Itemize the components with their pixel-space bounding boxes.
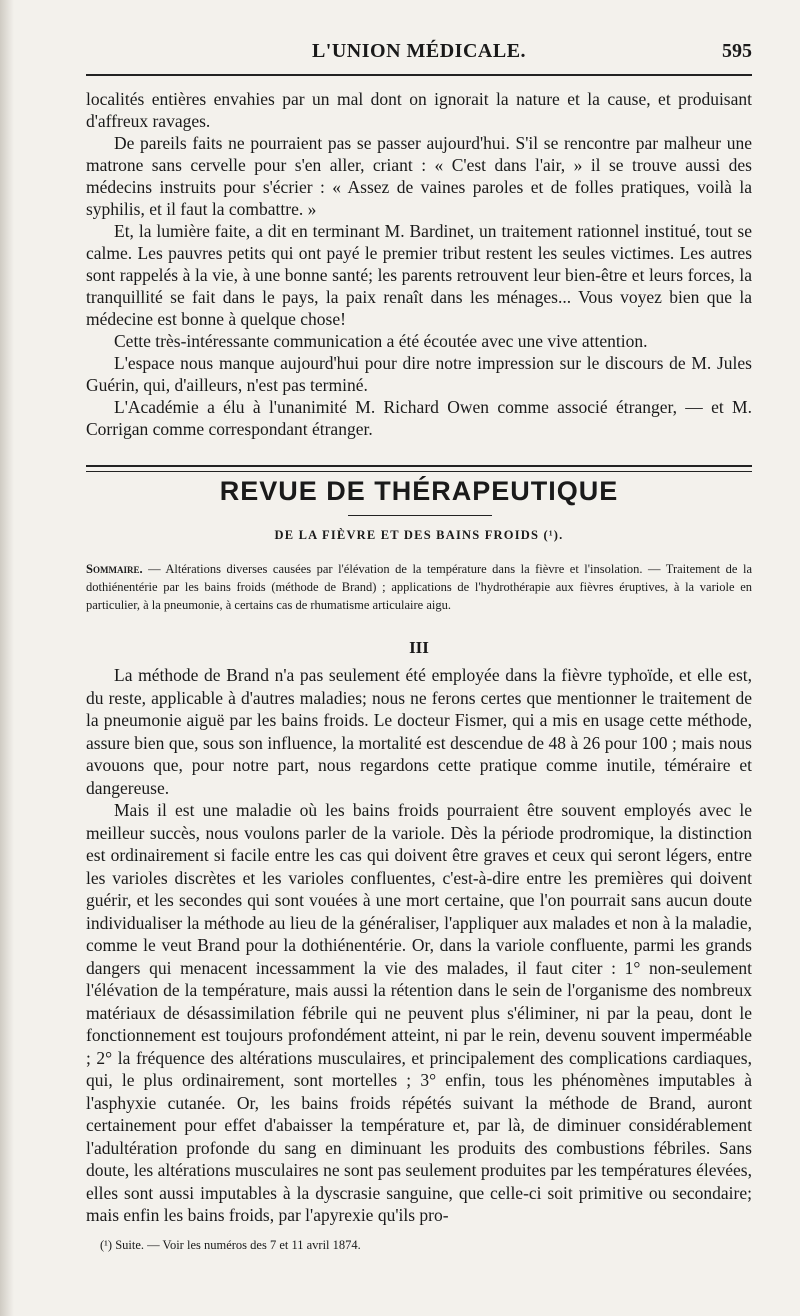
page-number: 595 bbox=[722, 40, 752, 62]
footnote-mark: (¹) bbox=[100, 1238, 113, 1252]
footnote bbox=[100, 1238, 740, 1253]
paragraph: Et, la lumière faite, a dit en terminant M. Bardinet, un traitement rationnel institué, tout se calme. Les pauvres petits qui ont payé le premier tribut restent les seules victimes. Les autres sont rappelés à la vie, à une bonne santé; les parents retrouvent leur bien-être et leurs forces, la tranquillité se fait dans le pays, la paix renaît dans les ménages... Vous voyez bien que la médecine est bonne à quelque chose! bbox=[86, 221, 752, 329]
paragraph: De pareils faits ne pourraient pas se passer aujourd'hui. S'il se rencontre par malheur une matrone sans cervelle pour s'en aller, criant : « C'est dans l'air, » il se trouve aussi des médecins instruits pour s'écrier : « Assez de vaines paroles et de folles pratiques, voilà la syphilis, et il faut la combattre. » bbox=[86, 133, 752, 219]
top-section bbox=[86, 88, 752, 440]
summary-lead: Sommaire. bbox=[86, 562, 143, 576]
article-subtitle: DE LA FIÈVRE ET DES BAINS FROIDS (¹). bbox=[274, 528, 564, 542]
page-edge-shadow bbox=[0, 0, 14, 1316]
article-summary bbox=[86, 560, 752, 614]
paragraph: Mais il est une maladie où les bains froids pourraient être souvent employés avec le meilleur succès, nous voulons parler de la variole. Dès la période prodromique, la distinction est ordinairement si facile entre les cas qui doivent être graves et ceux qui seront légers, entre les varioles discrètes et les varioles confluentes, c'est-à-dire entre les premières qui doivent guérir, et les secondes qui sont vouées à une mort certaine, que l'on pourrait sans aucun doute individualiser la méthode au lieu de la généraliser, l'appliquer aux malades et non à la maladie, comme le veut Brand pour la dothiénentérie. Or, dans la variole confluente, parmi les grands dangers qui menacent incessamment la vie des malades, il faut citer : 1° non-seulement l'élévation de la température, mais aussi la rétention dans le sein de l'organisme des nombreux matériaux de désassimilation fébrile qui ne peuvent plus s'éliminer, ni par la peau, dont le fonctionnement est toujours profondément atteint, ni par le rein, devenu souvent imperméable ; 2° la fréquence des altérations musculaires, et principalement des complications cardiaques, qui, le plus ordinairement, sont mortelles ; 3° enfin, tous les phénomènes imputables à l'asphyxie cutanée. Or, les bains froids répétés suivant la méthode de Brand, auront certainement pour effet d'abaisser la température et, par là, de diminuer considérablement l'adultération profonde du sang en diminuant les produits des combustions fébriles. Sans doute, les altérations musculaires ne sont pas seulement produites par les températures élevées, elles sont aussi imputables à la dyscrasie sanguine, que celle-ci soit primitive ou secondaire; mais enfin les bains froids, par l'apyrexie qu'ils pro- bbox=[86, 800, 752, 1225]
section-separator bbox=[86, 465, 752, 472]
running-header bbox=[86, 40, 752, 74]
footnote-text: Suite. — Voir les numéros des 7 et 11 avril 1874. bbox=[112, 1238, 361, 1252]
paragraph: La méthode de Brand n'a pas seulement été employée dans la fièvre typhoïde, et elle est, du reste, applicable à d'autres maladies; nous ne ferons certes que mentionner le traitement de la pneumonie aiguë par les bains froids. Le docteur Fismer, qui a mis en usage cette méthode, assure bien que, sous son influence, la mortalité est descendue de 48 à 26 pour 100 ; mais nous avouons que, pour notre part, nous regardons cette pratique comme inutile, téméraire et dangereuse. bbox=[86, 665, 752, 798]
paragraph: L'espace nous manque aujourd'hui pour dire notre impression sur le discours de M. Jules Guérin, qui, d'ailleurs, n'est pas terminé. bbox=[86, 353, 752, 395]
article-title: REVUE DE THÉRAPEUTIQUE bbox=[219, 476, 619, 506]
paragraph: localités entières envahies par un mal dont on ignorait la nature et la cause, et produisant d'affreux ravages. bbox=[86, 89, 752, 131]
paragraph: Cette très-intéressante communication a été écoutée avec une vive attention. bbox=[114, 331, 648, 351]
header-rule bbox=[86, 74, 752, 76]
running-title: L'UNION MÉDICALE. bbox=[311, 40, 527, 62]
title-underline bbox=[348, 515, 492, 516]
part-number: III bbox=[409, 638, 429, 657]
summary-text: — Altérations diverses causées par l'élévation de la température dans la fièvre et l'insolation. — Traitement de la dothiénentérie par les bains froids (méthode de Brand) ; applications de l'hydrothérapie aux fièvres éruptives, à la variole en particulier, à la pneumonie, à certains cas de rhumatisme articulaire aigu. bbox=[86, 562, 752, 612]
article-body bbox=[86, 664, 752, 1227]
paragraph: L'Académie a élu à l'unanimité M. Richard Owen comme associé étranger, — et M. Corrigan comme correspondant étranger. bbox=[86, 397, 752, 439]
